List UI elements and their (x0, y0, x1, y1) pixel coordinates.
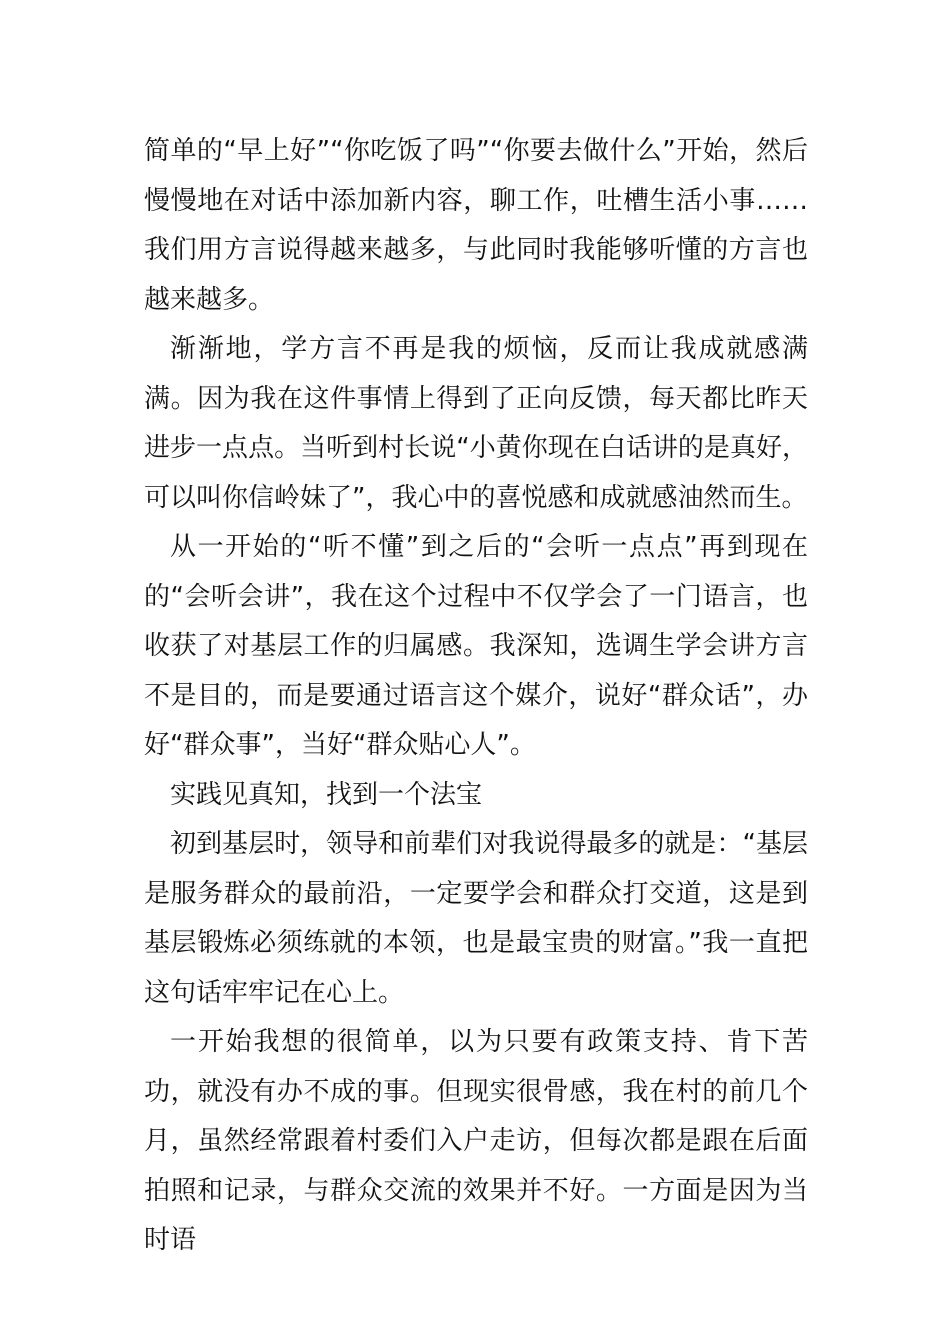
paragraph-3: 从一开始的“听不懂”到之后的“会听一点点”再到现在的“会听会讲”，我在这个过程中不仅学会了一门语言，也收获了对基层工作的归属感。我深知，选调生学会讲方言不是目的，而是要通过语言这个媒介，说好“群众话”，办好“群众事”，当好“群众贴心人”。 (144, 532, 808, 760)
document-body (144, 127, 808, 1266)
section-heading: 实践见真知，找到一个法宝 (170, 779, 483, 810)
paragraph-1: 简单的“早上好”“你吃饭了吗”“你要去做什么”开始，然后慢慢地在对话中添加新内容，聊工作，吐槽生活小事……我们用方言说得越来越多，与此同时我能够听懂的方言也越来越多。 (144, 136, 808, 315)
paragraph-5: 一开始我想的很简单，以为只要有政策支持、肯下苦功，就没有办不成的事。但现实很骨感，我在村的前几个月，虽然经常跟着村委们入户走访，但每次都是跟在后面拍照和记录，与群众交流的效果并不好。一方面是因为当时语 (144, 1027, 808, 1255)
paragraph-2: 渐渐地，学方言不再是我的烦恼，反而让我成就感满满。因为我在这件事情上得到了正向反馈，每天都比昨天进步一点点。当听到村长说“小黄你现在白话讲的是真好，可以叫你信岭妹了”，我心中的喜悦感和成就感油然而生。 (144, 334, 808, 513)
paragraph-4: 初到基层时，领导和前辈们对我说得最多的就是：“基层是服务群众的最前沿，一定要学会和群众打交道，这是到基层锻炼必须练就的本领，也是最宝贵的财富。”我一直把这句话牢牢记在心上。 (144, 829, 808, 1008)
